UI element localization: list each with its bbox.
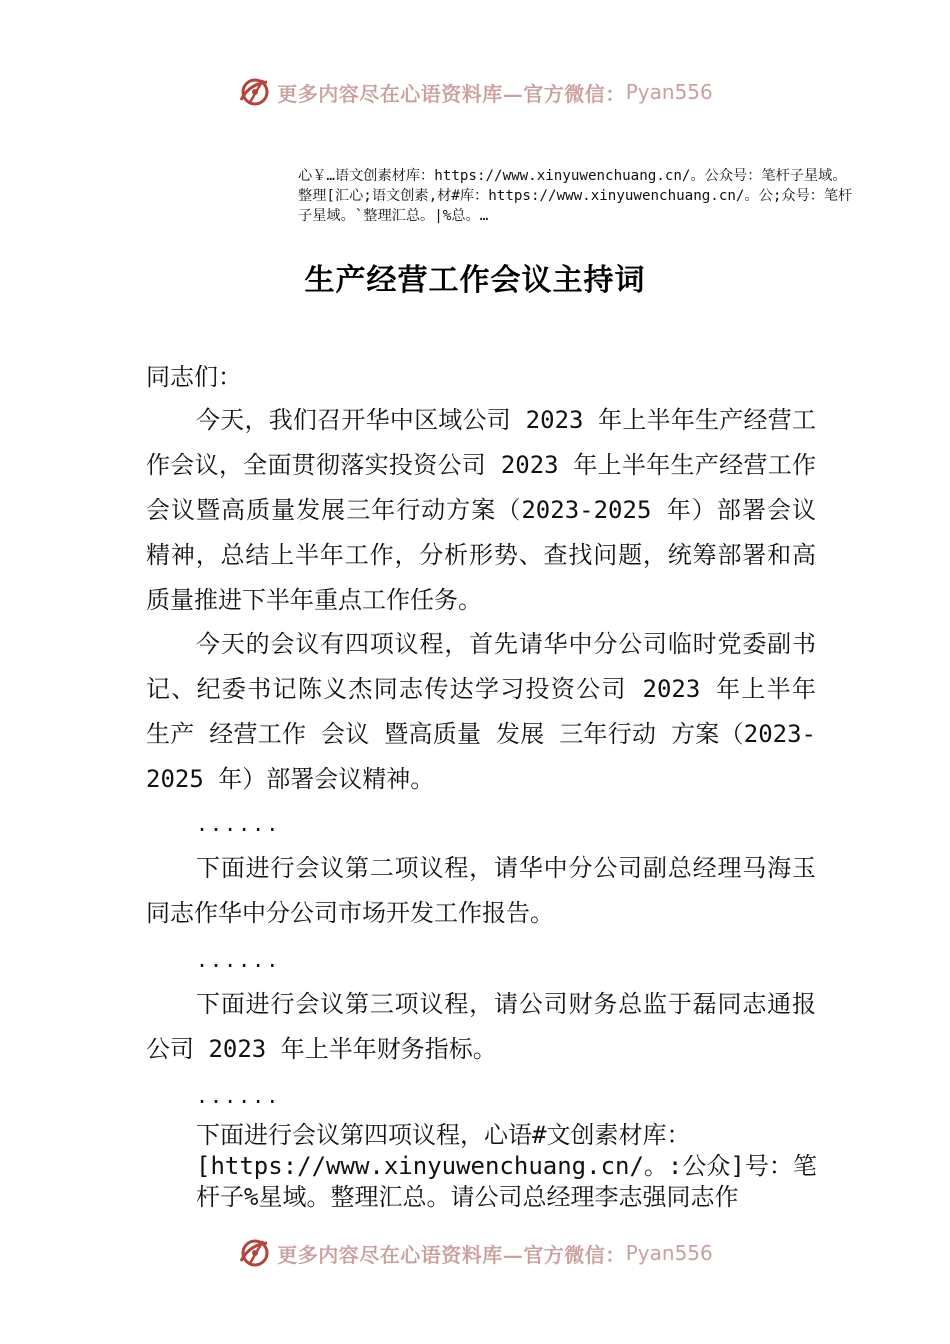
logo-icon	[237, 74, 273, 110]
banner-text: 更多内容尽在心语资料库—官方微信：	[277, 81, 626, 106]
salutation: 同志们：	[146, 363, 242, 391]
ellipsis-2: ......	[196, 948, 281, 972]
banner-wechat-id: Pyan556	[625, 80, 713, 104]
paragraph-2: 今天的会议有四项议程，首先请华中分公司临时党委副书记、纪委书记陈义杰同志传达学习投资公司 2023 年上半年 生产 经营工作 会议 暨高质量 发展 三年行动 方案（2023-2025 年）部署会议精神。	[146, 630, 816, 793]
banner-text: 更多内容尽在心语资料库—官方微信：	[277, 1242, 626, 1267]
ellipsis-1: ......	[196, 812, 281, 836]
paragraph-5: 下面进行会议第四项议程，心语#文创素材库：[https://www.xinyuwenchuang.cn/。:公众]号：笔杆子%星域。整理汇总。请公司总经理李志强同志作	[196, 1121, 817, 1211]
paragraph-4: 下面进行会议第三项议程，请公司财务总监于磊同志通报公司 2023 年上半年财务指标。	[146, 990, 816, 1063]
paragraph-1: 今天，我们召开华中区域公司 2023 年上半年生产经营工作会议，全面贯彻落实投资公司 2023 年上半年生产经营工作会议暨高质量发展三年行动方案（2023-2025 年）部署会议精神，总结上半年工作，分析形势、查找问题，统筹部署和高质量推进下半年重点工作任务。	[146, 406, 816, 614]
paragraph-3: 下面进行会议第二项议程，请华中分公司副总经理马海玉同志作华中分公司市场开发工作报告。	[146, 854, 816, 927]
logo-icon	[237, 1235, 273, 1271]
watermark-note: 心￥…语文创素材库：https://www.xinyuwenchuang.cn/。公众号：笔杆子星域。整理[汇心;语文创素,材#库：https://www.xinyuwenchuang.cn/。公;众号：笔杆子星域。`整理汇总。|%总。…	[298, 168, 853, 224]
header-banner	[0, 72, 950, 112]
document-title: 生产经营工作会议主持词	[304, 263, 646, 298]
footer-banner	[0, 1233, 950, 1273]
ellipsis-3: ......	[196, 1084, 281, 1108]
banner-wechat-id: Pyan556	[625, 1241, 713, 1265]
